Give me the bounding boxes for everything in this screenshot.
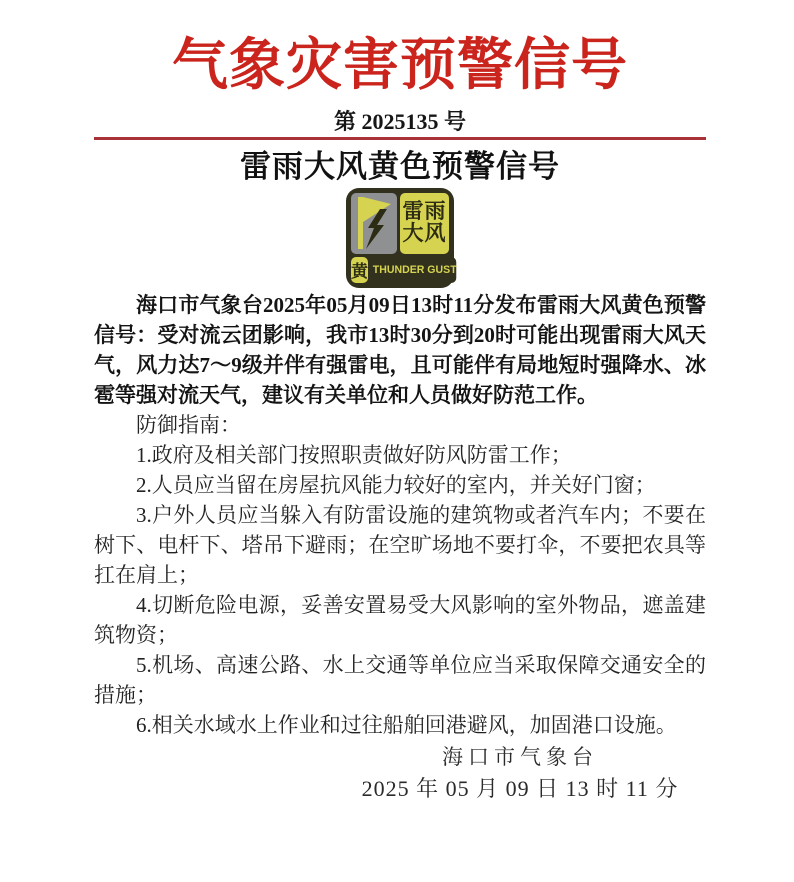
guide-list [94,440,706,740]
guide-item: 6.相关水域水上作业和过往船舶回港避风，加固港口设施。 [136,712,677,737]
warning-icon-name-line2: 大风 [402,222,447,246]
guide-item: 5.机场、高速公路、水上交通等单位应当采取保障交通安全的措施； [94,652,706,707]
page-title: 气象灾害预警信号 [172,35,628,97]
guide-item: 3.户外人员应当躲入有防雷设施的建筑物或者汽车内；不要在树下、电杆下、塔吊下避雨；在空旷场地不要打伞，不要把农具等扛在肩上； [94,502,706,587]
warning-icon-name-cell [400,193,449,254]
document-body [94,290,706,740]
warning-icon-name-line1: 雷雨 [402,200,447,224]
warning-english-label: THUNDER GUST [373,257,457,283]
warning-icon-bottom-row [351,257,457,283]
warning-body-paragraph: 海口市气象台2025年05月09日13时11分发布雷雨大风黄色预警信号：受对流云团影响，我市13时30分到20时可能出现雷雨大风天气，风力达7～9级并伴有强雷电，且可能伴有局地短时强降水、冰雹等强对流天气，建议有关单位和人员做好防范工作。 [94,292,706,407]
thunder-gust-yellow-warning-icon [346,188,457,288]
issuer-name: 海口市气象台 [442,744,598,769]
document-number: 第 2025135 号 [333,109,466,135]
warning-icon-top-row [351,193,449,254]
guide-item: 1.政府及相关部门按照职责做好防风防雷工作； [136,442,572,467]
guide-item: 2.人员应当留在房屋抗风能力较好的室内，并关好门窗； [136,472,656,497]
flag-lightning-icon [351,193,397,254]
guide-item: 4.切断危险电源，妥善安置易受大风影响的室外物品，遮盖建筑物资； [94,592,706,647]
issue-datetime: 2025 年 05 月 09 日 13 时 11 分 [361,775,679,801]
signature-block [340,742,700,806]
warning-level-badge: 黄 [351,257,368,283]
warning-heading: 雷雨大风黄色预警信号 [240,148,560,184]
warning-icon-container [94,188,706,288]
header-divider-rule [94,137,706,140]
guide-title: 防御指南： [136,412,241,437]
